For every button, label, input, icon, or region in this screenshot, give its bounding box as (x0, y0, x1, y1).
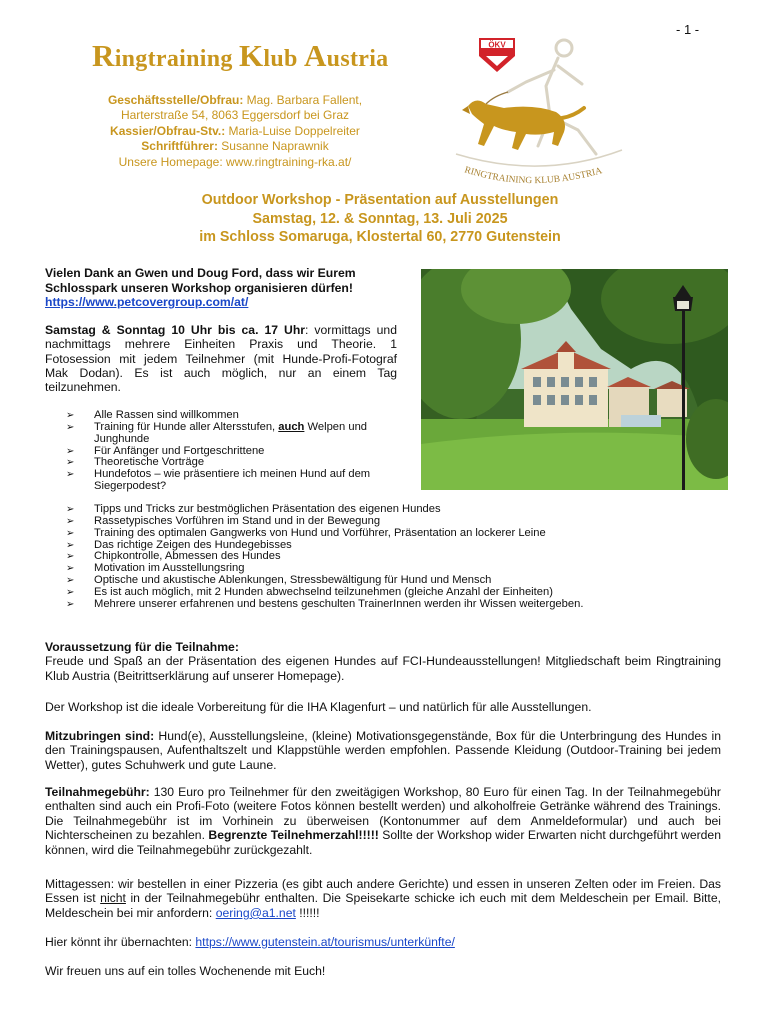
logo-base-arc (456, 150, 622, 166)
club-title (92, 38, 388, 74)
arrow-bullet-icon: ➢ (66, 586, 75, 598)
page-number: - 1 - (676, 22, 700, 37)
arrow-bullet-icon: ➢ (66, 539, 75, 551)
accommodation-paragraph: Hier könnt ihr übernachten: https://www.gutenstein.at/tourismus/unterkünfte/ (45, 935, 455, 949)
okv-badge-text: ÖKV (488, 40, 506, 50)
gutenstein-link[interactable]: https://www.gutenstein.at/tourismus/unterkünfte/ (195, 935, 455, 949)
arrow-bullet-icon: ➢ (66, 515, 75, 527)
list-item: ➢ Tipps und Tricks zur bestmöglichen Präsentation des eigenen Hundes (66, 503, 441, 515)
treasurer-line (66, 124, 404, 139)
bring-along-label: Mitzubringen sind: (45, 729, 155, 743)
event-title: Outdoor Workshop - Präsentation auf Ausstellungen (201, 192, 559, 208)
schedule-text: : vormittags und nachmittags mehrere Einheiten Praxis und Theorie. 1 Fotosession mit jedem Teilnehmer (mit Hunde-Profi-Fotograf Mak Dodan). Es ist auch möglich, nur an einem Tag teilzunehmen. (45, 323, 397, 395)
castle-park-photo (421, 269, 728, 490)
event-location: im Schloss Somaruga, Klostertal 60, 2770 Gutenstein (199, 229, 561, 245)
title-rest-ustria: ustria (326, 46, 389, 72)
title-initial-k: K (238, 38, 264, 73)
arrow-bullet-icon: ➢ (66, 575, 75, 587)
title-initial-r: R (92, 38, 115, 73)
club-address-block (66, 93, 404, 170)
requirements-section (45, 640, 721, 683)
intro-thanks (45, 266, 397, 310)
treasurer-value: Maria-Luise Doppelreiter (225, 123, 360, 138)
arrow-bullet-icon: ➢ (66, 598, 75, 610)
schedule-paragraph (45, 323, 397, 394)
list-item: ➢ Training für Hunde aller Altersstufen, auch Welpen und Junghunde (66, 420, 368, 445)
treasurer-label: Kassier/Obfrau-Stv.: (110, 123, 226, 138)
list-item: ➢ Hundefotos – wie präsentiere ich meinen Hund auf dem Siegerpodest? (66, 468, 371, 493)
arrow-bullet-icon: ➢ (66, 410, 75, 421)
not-underlined: nicht (100, 891, 126, 906)
arrow-bullet-icon: ➢ (66, 457, 75, 469)
bullet-list-1 (66, 410, 384, 493)
workshop-paragraph: Der Workshop ist die ideale Vorbereitung für die IHA Klagenfurt – und natürlich für alle Ausstellungen. (45, 700, 592, 714)
title-initial-a: A (303, 38, 327, 73)
closing-line: Wir freuen uns auf ein tolles Wochenende mit Euch! (45, 964, 326, 978)
arrow-bullet-icon: ➢ (66, 551, 75, 563)
list-item: ➢ Für Anfänger und Fortgeschrittene (66, 444, 265, 457)
list-item: ➢ Motivation im Ausstellungsring (66, 562, 245, 575)
list-item: ➢ Rassetypisches Vorführen im Stand und in der Bewegung (66, 514, 381, 527)
list-item: ➢ Theoretische Vorträge (66, 456, 205, 469)
email-link[interactable]: oering@a1.net (215, 905, 296, 920)
title-rest-lub: lub (263, 46, 304, 72)
office-value: Mag. Barbara Fallent, (243, 93, 363, 107)
homepage-line: Unsere Homepage: www.ringtraining-rka.at/ (118, 154, 352, 169)
list-item: ➢ Chipkontrolle, Abmessen des Hundes (66, 550, 281, 563)
bullet-list-2 (66, 504, 676, 611)
requirements-heading: Voraussetzung für die Teilnahme: (45, 640, 239, 654)
arrow-bullet-icon: ➢ (66, 527, 75, 539)
secretary-label: Schriftführer: (141, 139, 218, 154)
list-item: ➢ Das richtige Zeigen des Hundegebisses (66, 538, 292, 551)
secretary-line (66, 139, 404, 154)
office-line (66, 93, 404, 108)
petcovergroup-link[interactable]: https://www.petcovergroup.com/at/ (45, 295, 249, 310)
limited-participants: Begrenzte Teilnehmerzahl!!!!! (208, 828, 379, 843)
arrow-bullet-icon: ➢ (66, 421, 75, 433)
office-label: Geschäftsstelle/Obfrau: (107, 93, 244, 107)
leash-icon (486, 92, 508, 104)
bring-along-paragraph (45, 729, 721, 772)
arrow-bullet-icon: ➢ (66, 469, 75, 481)
event-dates: Samstag, 12. & Sonntag, 13. Juli 2025 (252, 210, 508, 227)
event-heading (110, 191, 650, 247)
secretary-value: Susanne Naprawnik (217, 139, 329, 154)
intro-line-2: Schlosspark unseren Workshop organisieren dürfen! (45, 280, 353, 295)
list-item: ➢ Optische und akustische Ablenkungen, Stressbewältigung für Hund und Mensch (66, 574, 492, 587)
fee-paragraph: Teilnahmegebühr: 130 Euro pro Teilnehmer für den zweitägigen Workshop, 80 Euro für einen Tag. In der Teilnahmegebühr enthalten sind auch ein Profi-Foto (weitere Fotos können bestellt werden) und alkoholfreie Getränke während des Trainings. Die Teilnahmegebühr ist im Vorhinein zu überweisen (Kontonummer auf dem Anmeldeformular) und auch bei Nichterscheinen zu bezahlen. Begrenzte Teilnehmerzahl!!!!! Sollte der Workshop wider Erwarten nicht durchgeführt werden können, wird die Teilnahmegebühr zurückgezahlt. (45, 785, 721, 857)
list-item: ➢ Es ist auch möglich, mit 2 Hunden abwechselnd teilzunehmen (gleiche Anzahl der Einheiten) (66, 585, 553, 598)
lunch-paragraph: Mittagessen: wir bestellen in einer Pizzeria (es gibt auch andere Gerichte) und essen in unseren Zelten oder im Freien. Das Essen ist nicht in der Teilnahmegebühr enthalten. Die Speisekarte schicke ich euch mit dem Meldeschein per Email. Bitte, Meldeschein bei mir anfordern: oering@a1.net !!!!!! (45, 877, 721, 920)
list-item: ➢ Alle Rassen sind willkommen (66, 409, 239, 421)
requirements-text: Freude und Spaß an der Präsentation des eigenen Hundes auf FCI-Hundeausstellungen! Mitgliedschaft beim Ringtraining Klub Austria (Beitrittserklärung auf unserer Homepage). (45, 654, 721, 683)
schedule-time: Samstag & Sonntag 10 Uhr bis ca. 17 Uhr (45, 323, 306, 337)
arrow-bullet-icon: ➢ (66, 563, 75, 575)
intro-line-1: Vielen Dank an Gwen und Doug Ford, dass wir Eurem (45, 266, 356, 280)
street-line: Harterstraße 54, 8063 Eggersdorf bei Graz (120, 108, 350, 123)
okv-badge-icon (479, 38, 515, 72)
bring-along-text: Hund(e), Ausstellungsleine, (kleine) Motivationsgegenstände, Box für die Unterbringung des Hundes in den Trainingspausen, Aufenthaltszelt und Klappstühle werden empfohlen. Passende Kleidung (Outdoor-Training bei jedem Wetter), gutes Schuhwerk und gute Laune. (45, 729, 721, 772)
list-item: ➢ Training des optimalen Gangwerks von Hund und Vorführer, Präsentation an lockerer Leine (66, 526, 546, 539)
fee-label: Teilnahmegebühr: (45, 785, 150, 799)
arrow-bullet-icon: ➢ (66, 504, 75, 515)
list-item: ➢ Mehrere unserer erfahrenen und bestens geschulten TrainerInnen werden ihr Wissen weitergeben. (66, 597, 584, 610)
logo-arc-text: RINGTRAINING KLUB AUSTRIA (463, 165, 604, 187)
arrow-bullet-icon: ➢ (66, 445, 75, 457)
title-rest-ingtraining: ingtraining (114, 46, 239, 72)
club-logo (446, 34, 628, 190)
